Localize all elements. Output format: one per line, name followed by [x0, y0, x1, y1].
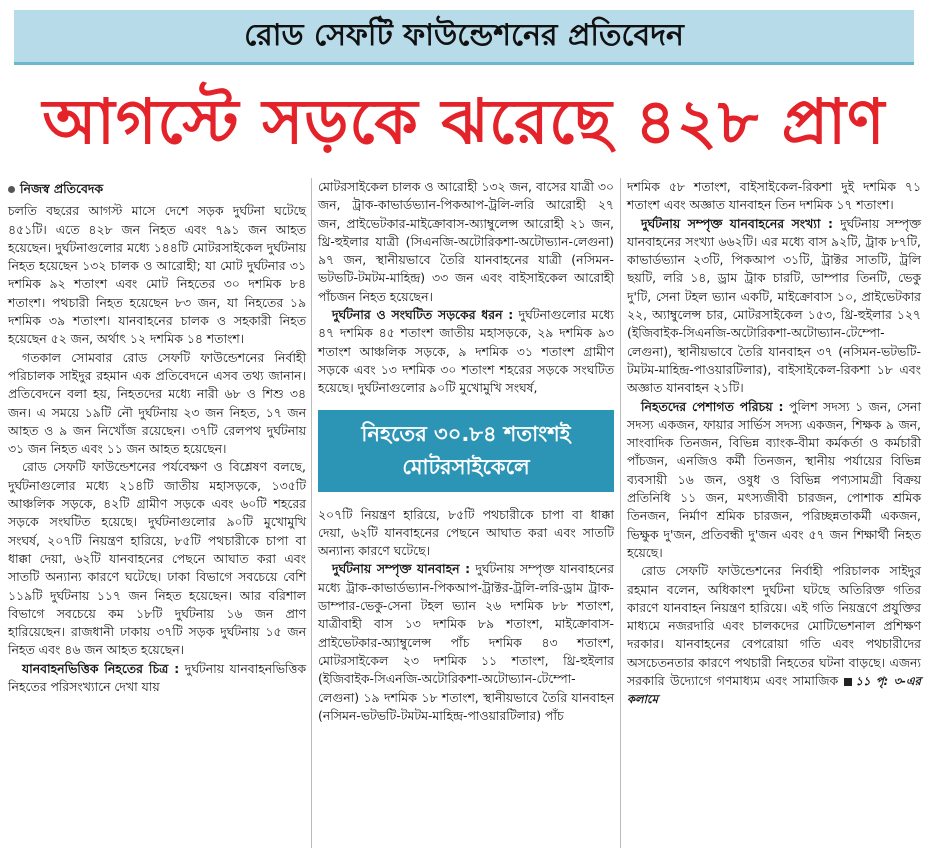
paragraph — [627, 562, 921, 708]
paragraph-text: রোড সেফটি ফাউন্ডেশনের নির্বাহী পরিচালক সাইদুর রহমান বলেন, অধিকাংশ দুর্ঘটনা ঘটছে অতিরিক্ত গতির কারণে যানবাহন নিয়ন্ত্রণ হারিয়ে। এই গতি নিয়ন্ত্রণে প্রযুক্তির মাধ্যমে নজরদারি এবং চালকদের মোটিভেশনাল প্রশিক্ষণ দরকার। যানবাহনের বেপরোয়া গতি এবং পথচারীদের অসচেতনতার কারণে পথচারী নিহতের ঘটনা বাড়ছে। এজন্য সরকারি উদ্যোগে গণমাধ্যম এবং সামাজিক — [627, 563, 921, 689]
paragraph: চলতি বছরের আগস্ট মাসে দেশে সড়ক দুর্ঘটনা ঘটেছে ৪৫১টি। এতে ৪২৮ জন নিহত এবং ৭৯১ জন আহত হয়েছেন। দুর্ঘটনাগুলোর মধ্যে ১৪৪টি মোটরসাইকেল দুর্ঘটনায় নিহত হয়েছেন ১৩২ চালক ও আরোহী; যা মোট দুর্ঘটনার ৩১ দশমিক ৯২ শতাংশ এবং মোট নিহতের ৩০ দশমিক ৮৪ শতাংশ। পথচারী নিহত হয়েছেন ৮৩ জন, যা নিহতের ১৯ দশমিক ৩৯ শতাংশ। যানবাহনের চালক ও সহকারী নিহত হয়েছেন ৫২ জন, অর্থাৎ ১২ দশমিক ১৪ শতাংশ। — [8, 203, 306, 347]
kicker-banner — [14, 10, 914, 62]
paragraph: মোটরসাইকেল চালক ও আরোহী ১৩২ জন, বাসের যাত্রী ৩০ জন, ট্রাক-কাভার্ডভ্যান-পিকআপ-ট্রলি-লরি আরোহী ২৭ জন, প্রাইভেটকার-মাইক্রোবাস-অ্যাম্বুলেন্স আরোহী ২১ জন, থ্রি-হুইলার যাত্রী (সিএনজি-অটোরিকশা-অটোভ্যান-লেগুনা) ৯৭ জন, স্থানীয়ভাবে তৈরি যানবাহনের যাত্রী (নসিমন-ভটভটি-টমটম-মাহিন্দ্র) ৩৩ জন এবং বাইসাইকেল আরোহী পাঁচজন নিহত হয়েছেন। — [318, 179, 614, 304]
continued-text: ১১ পৃ: ৩-এর কলামে — [627, 674, 921, 707]
column-divider — [620, 178, 621, 848]
column-divider — [311, 178, 312, 848]
paragraph: গতকাল সোমবার রোড সেফটি ফাউন্ডেশনের নির্বাহী পরিচালক সাইদুর রহমান এক প্রতিবেদনে এসব তথ্য জানান। প্রতিবেদনে বলা হয়, নিহতদের মধ্যে নারী ৬৮ ও শিশু ৩৪ জন। এ সময়ে ১৯টি নৌ দুর্ঘটনায় ২৩ জন নিহত, ১৭ জন আহত ও ৯ জন নিখোঁজ রয়েছেন। ৩৭টি রেলপথ দুর্ঘটনায় ৩১ জন নিহত এবং ১১ জন আহত হয়েছেন। — [8, 349, 306, 457]
subheading: যানবাহনভিত্তিক নিহতের চিত্র : — [22, 660, 180, 676]
headline: আগস্টে সড়কে ঝরেছে ৪২৮ প্রাণ — [42, 84, 886, 158]
byline-text: নিজস্ব প্রতিবেদক — [20, 181, 104, 196]
paragraph: ২০৭টি নিয়ন্ত্রণ হারিয়ে, ৮৫টি পথচারীকে চাপা বা ধাক্কা দেয়া, ৬২টি যানবাহনের পেছনে আঘাত করা এবং সাতটি অন্যান্য কারণে ঘটেছে। — [318, 506, 614, 559]
kicker-text: রোড সেফটি ফাউন্ডেশনের প্রতিবেদন — [244, 17, 684, 53]
subheading: নিহতদের পেশাগত পরিচয় : — [641, 398, 784, 414]
bullet-icon — [8, 186, 15, 193]
article-column-3 — [627, 178, 921, 709]
square-icon — [844, 678, 852, 686]
paragraph: রোড সেফটি ফাউন্ডেশনের পর্যবেক্ষণ ও বিশ্লেষণ বলছে, দুর্ঘটনাগুলোর মধ্যে ২১৪টি জাতীয় মহাসড়কে, ১৩৫টি আঞ্চলিক সড়কে, ৪২টি গ্রামীণ সড়কে এবং ৬০টি শহরের সড়কে সংঘটিত হয়েছে। দুর্ঘটনাগুলোর ৯০টি মুখোমুখি সংঘর্ষ, ২০৭টি নিয়ন্ত্রণ হারিয়ে, ৮৫টি পথচারীকে চাপা বা ধাক্কা দেয়া, ৬২টি যানবাহনের পেছনে আঘাত করা এবং সাতটি অন্যান্য কারণে ঘটেছে। ঢাকা বিভাগে সবচেয়ে বেশি ১১৯টি দুর্ঘটনায় ১১৭ জন নিহত হয়েছেন। আর বরিশাল বিভাগে সবচেয়ে কম ১৮টি দুর্ঘটনায় ১৬ জন প্রাণ হারিয়েছেন। রাজধানী ঢাকায় ৩৭টি সড়ক দুর্ঘটনায় ১৫ জন নিহত এবং ৪৬ জন আহত হয়েছেন। — [8, 459, 306, 658]
subheading: দুর্ঘটনার ও সংঘটিত সড়কের ধরন : — [332, 307, 514, 323]
paragraph-text: দুর্ঘটনায় যানবাহনভিত্তিক নিহতের পরিসংখ্যানে দেখা যায় — [8, 660, 306, 695]
article-column-2 — [318, 178, 614, 725]
subheading: দুর্ঘটনায় সম্পৃক্ত যানবাহন : — [332, 561, 471, 577]
paragraph-text: দুর্ঘটনায় সম্পৃক্ত যানবাহনের মধ্যে ট্রাক-কাভার্ডভ্যান-পিকআপ-ট্রাক্টর-ট্রলি-লরি-ড্রাম ট্রাক-ডাম্পার-ভেকু-সেনা টহল ভ্যান ২৬ দশমিক ৮৮ শতাংশ, যাত্রীবাহী বাস ১৩ দশমিক ৮৯ শতাংশ, মাইক্রোবাস-প্রাইভেটকার-অ্যাম্বুলেন্স পাঁচ দশমিক ৪৩ শতাংশ, মোটরসাইকেল ২৩ দশমিক ১১ শতাংশ, থ্রি-হুইলার (ইজিবাইক-সিএনজি-অটোরিকশা-অটোভ্যান-টেম্পো-লেগুনা) ১৯ দশমিক ১৮ শতাংশ, স্থানীয়ভাবে তৈরি যানবাহন (নসিমন-ভটভটি-টমটম-মাহিন্দ্র-পাওয়ারটিলার) পাঁচ — [318, 561, 614, 723]
paragraph — [318, 560, 614, 725]
paragraph — [8, 660, 306, 697]
pull-quote: নিহতের ৩০.৮৪ শতাংশই মোটরসাইকেলে — [318, 410, 614, 492]
paragraph — [318, 306, 614, 397]
article-column-1 — [8, 178, 306, 696]
paragraph-text: দুর্ঘটনায় সম্পৃক্ত যানবাহনের সংখ্যা ৬৬২টি। এর মধ্যে বাস ৯২টি, ট্রাক ৮৭টি, কাভার্ডভ্যান ২৩টি, পিকআপ ৩১টি, ট্রাক্টর সাতটি, ট্রলি ছয়টি, লরি ১৪, ড্রাম ট্রাক চারটি, ডাম্পার তিনটি, ভেকু দু'টি, সেনা টহল ভ্যান একটি, মাইক্রোবাস ১০, প্রাইভেটকার ২২, অ্যাম্বুলেন্স চার, মোটরসাইকেল ১৫৩, থ্রি-হুইলার ১২৭ (ইজিবাইক-সিএনজি-অটোরিকশা-অটোভ্যান-টেম্পো-লেগুনা), স্থানীয়ভাবে তৈরি যানবাহন ৩৭ (নসিমন-ভটভটি-টমটম-মাহিন্দ্র-পাওয়ারটিলার), বাইসাইকেল-রিকশা ১৮ এবং অজ্ঞাত যানবাহন ২১টি। — [627, 215, 921, 396]
paragraph-text: পুলিশ সদস্য ১ জন, সেনা সদস্য একজন, ফায়ার সার্ভিস সদস্য একজন, শিক্ষক ৯ জন, সাংবাদিক তিনজন, বিভিন্ন ব্যাংক-বীমা কর্মকর্তা ও কর্মচারী পাঁচজন, এনজিও কর্মী তিনজন, স্থানীয় পর্যায়ের বিভিন্ন ব্যবসায়ী ১৬ জন, ওষুধ ও বিভিন্ন পণ্যসামগ্রী বিক্রয় প্রতিনিধি ১১ জন, মৎস্যজীবী চারজন, পোশাক শ্রমিক তিনজন, নির্মাণ শ্রমিক চারজন, পরিচ্ছন্নতাকর্মী একজন, ভিক্ষুক দু'জন, প্রতিবন্ধী দু'জন এবং ৫৭ জন শিক্ষার্থী নিহত হয়েছে। — [627, 398, 921, 560]
kicker-rule — [14, 62, 914, 65]
paragraph: দশমিক ৫৮ শতাংশ, বাইসাইকেল-রিকশা দুই দশমিক ৭১ শতাংশ এবং অজ্ঞাত যানবাহন তিন দশমিক ১৭ শতাংশ। — [627, 179, 921, 213]
byline — [8, 180, 306, 198]
paragraph — [627, 215, 921, 398]
subheading: দুর্ঘটনায় সম্পৃক্ত যানবাহনের সংখ্যা : — [641, 215, 833, 231]
paragraph — [627, 398, 921, 563]
paragraph-text: দুর্ঘটনাগুলোর মধ্যে ৪৭ দশমিক ৪৫ শতাংশ জাতীয় মহাসড়কে, ২৯ দশমিক ৯৩ শতাংশ আঞ্চলিক সড়কে, ৯ দশমিক ৩১ শতাংশ গ্রামীণ সড়কে এবং ১৩ দশমিক ৩০ শতাংশ শহরের সড়কে সংঘটিত হয়েছে। দুর্ঘটনাগুলোর ৯০টি মুখোমুখি সংঘর্ষ, — [318, 307, 614, 396]
